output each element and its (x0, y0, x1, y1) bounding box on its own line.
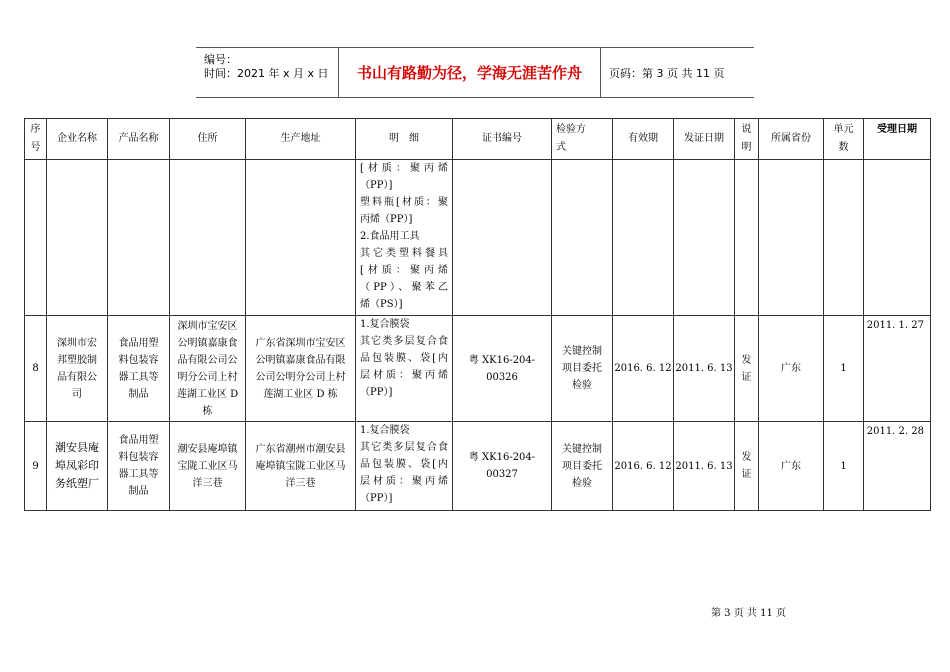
header-note: 说 明 (735, 119, 759, 160)
cell-address: 潮安县庵埠镇 宝陇工业区马 洋三巷 (170, 422, 246, 511)
header-province: 所属省份 (759, 119, 824, 160)
header-seq: 序 号 (25, 119, 47, 160)
cell-seq: 9 (25, 422, 47, 511)
cell-address: 深圳市宝安区 公明镇嘉康食 品有限公司公 明分公司上村 莲湖工业区 D 栋 (170, 316, 246, 422)
cell-unit-count (824, 160, 864, 316)
cell-inspection: 关键控制 项目委托 检验 (552, 422, 613, 511)
cell-company: 深圳市宏 邦塑胶制 品有限公 司 (47, 316, 108, 422)
cell-address (170, 160, 246, 316)
cell-validity: 2016. 6. 12 (613, 316, 674, 422)
cell-cert-no (453, 160, 552, 316)
header-meta-cell (196, 48, 339, 97)
header-product: 产品名称 (108, 119, 170, 160)
cell-unit-count: 1 (824, 422, 864, 511)
time-label: 时间：2021 年 x 月 x 日 (204, 67, 329, 80)
cell-issue-date (674, 160, 735, 316)
cell-issue-date: 2011. 6. 13 (674, 422, 735, 511)
header-validity: 有效期 (613, 119, 674, 160)
cell-company (47, 160, 108, 316)
cell-product: 食品用塑 料包装容 器工具等 制品 (108, 316, 170, 422)
cell-production-address: 广东省潮州市潮安县 庵埠镇宝陇工业区马 洋三巷 (246, 422, 356, 511)
cell-note: 发 证 (735, 422, 759, 511)
header-accept-date: 受理日期 (864, 119, 931, 160)
cell-province (759, 160, 824, 316)
page-footer: 第 3 页 共 11 页 (711, 608, 786, 619)
number-label: 编号： (204, 53, 237, 66)
cell-accept-date: 2011. 2. 28 (864, 422, 931, 511)
cell-inspection: 关键控制 项目委托 检验 (552, 316, 613, 422)
cell-validity: 2016. 6. 12 (613, 422, 674, 511)
cell-production-address (246, 160, 356, 316)
table-row-continuation (25, 160, 931, 316)
license-table (24, 118, 931, 511)
page-label: 页码：第 3 页 共 11 页 (609, 66, 725, 80)
cell-issue-date: 2011. 6. 13 (674, 316, 735, 422)
cell-inspection (552, 160, 613, 316)
cell-detail: 1.复合膜袋 其它类多层复合食 品包装膜、袋[内 层材质：聚丙烯 （PP）] (356, 422, 453, 511)
cell-accept-date: 2011. 1. 27 (864, 316, 931, 422)
cell-accept-date (864, 160, 931, 316)
table-row (25, 316, 931, 422)
cell-detail: 1.复合膜袋 其它类多层复合食 品包装膜、袋[内 层材质：聚丙烯 （PP）] (356, 316, 453, 422)
header-detail: 明 细 (356, 119, 453, 160)
cell-cert-no: 粤 XK16-204-00326 (453, 316, 552, 422)
cell-product (108, 160, 170, 316)
table-header-row (25, 119, 931, 160)
header-address: 住所 (170, 119, 246, 160)
cell-note: 发 证 (735, 316, 759, 422)
header-cert-no: 证书编号 (453, 119, 552, 160)
cell-province: 广东 (759, 422, 824, 511)
header-company: 企业名称 (47, 119, 108, 160)
cell-seq (25, 160, 47, 316)
header-issue-date: 发证日期 (674, 119, 735, 160)
cell-detail: [材质：聚丙烯 （PP）] 塑料瓶[材质：聚 丙烯（PP）] 2.食品用工具 其它类塑料餐具 [材质：聚丙烯 （PP）、聚苯乙 烯（PS）] (356, 160, 453, 316)
cell-product: 食品用塑 料包装容 器工具等 制品 (108, 422, 170, 511)
cell-validity (613, 160, 674, 316)
motto: 书山有路勤为径，学海无涯苦作舟 (339, 48, 601, 97)
cell-unit-count: 1 (824, 316, 864, 422)
header-unit-count: 单元 数 (824, 119, 864, 160)
header-production-address: 生产地址 (246, 119, 356, 160)
cell-production-address: 广东省深圳市宝安区 公明镇嘉康食品有限 公司公明分公司上村 莲湖工业区 D 栋 (246, 316, 356, 422)
cell-note (735, 160, 759, 316)
cell-province: 广东 (759, 316, 824, 422)
cell-company: 潮安县庵 埠凤彩印 务纸塑厂 (47, 422, 108, 511)
table-row (25, 422, 931, 511)
cell-cert-no: 粤 XK16-204-00327 (453, 422, 552, 511)
document-header (196, 47, 754, 98)
cell-seq: 8 (25, 316, 47, 422)
header-inspection: 检验方 式 (552, 119, 613, 160)
